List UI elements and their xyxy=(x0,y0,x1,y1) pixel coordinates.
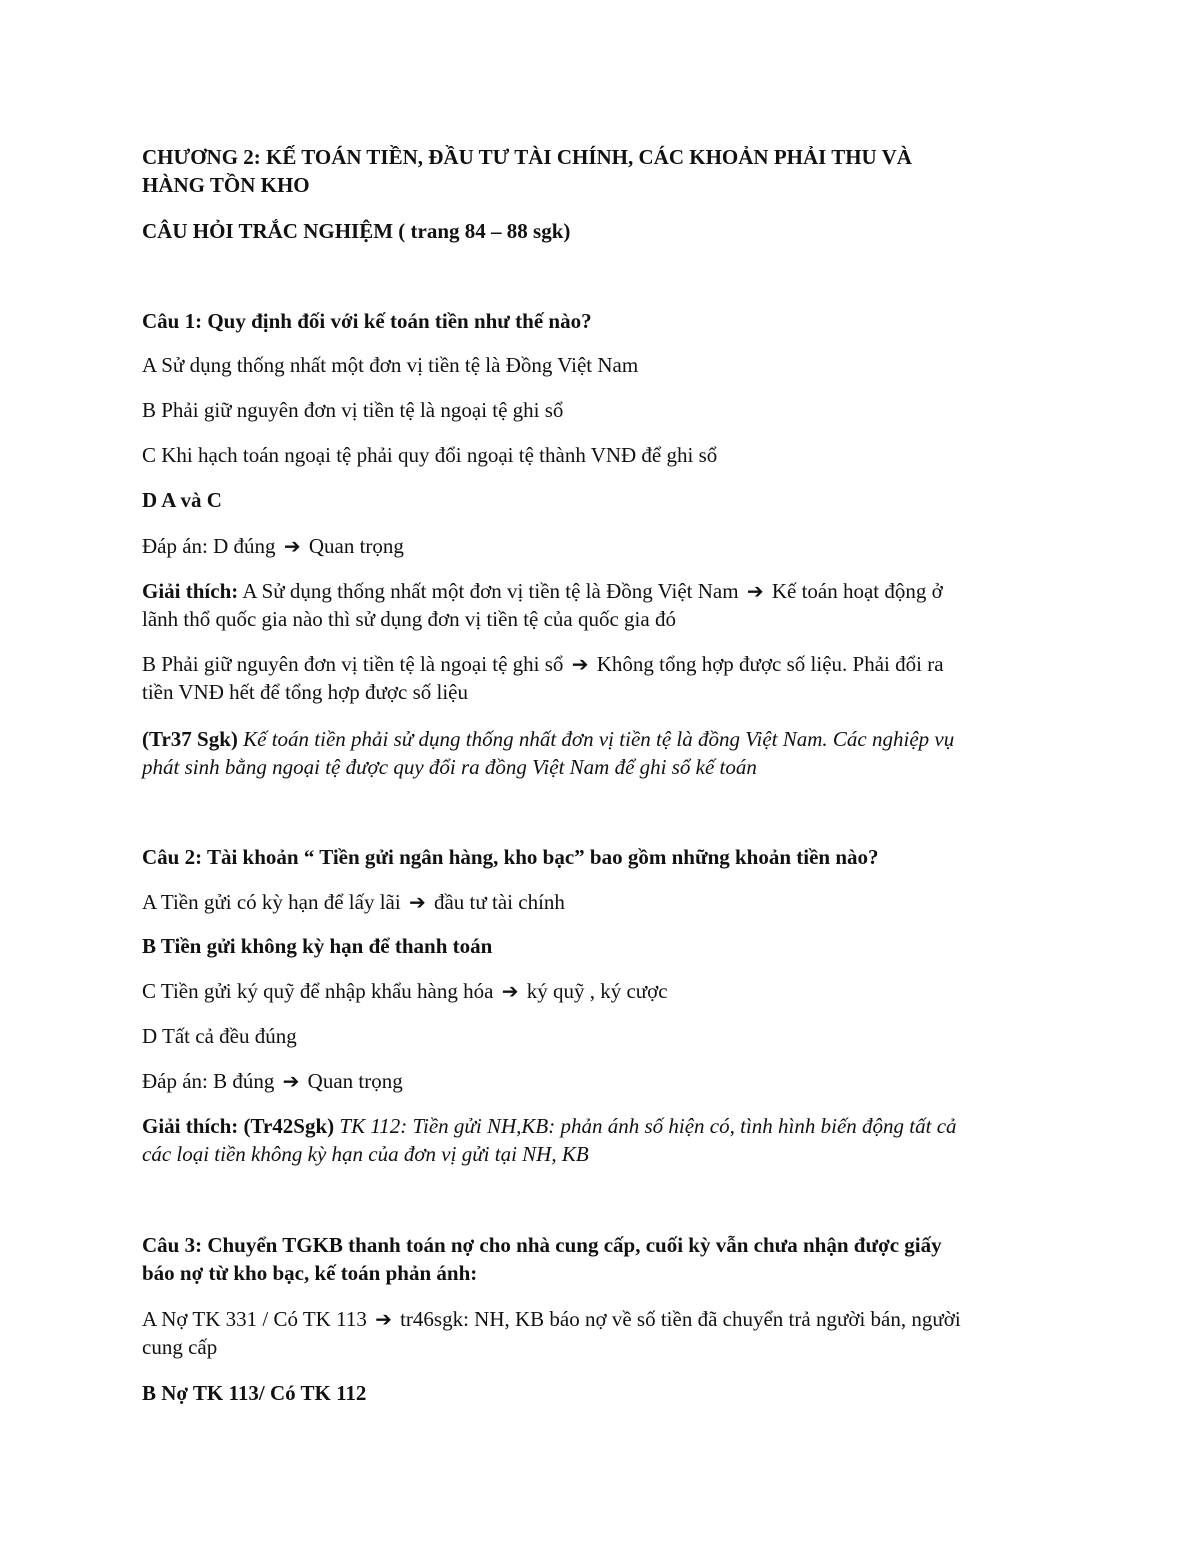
q1-ref-line-1 xyxy=(142,725,1072,753)
q3-option-a-note-1: tr46sgk: NH, KB báo nợ về số tiền đã chuyển trả người bán, người xyxy=(400,1307,961,1331)
q1-ref-text-1: Kế toán tiền phải sử dụng thống nhất đơn vị tiền tệ là đồng Việt Nam. Các nghiệp vụ xyxy=(243,727,955,751)
q2-option-a-note: đầu tư tài chính xyxy=(433,890,565,914)
q2-option-c-note: ký quỹ , ký cược xyxy=(526,979,668,1003)
q2-answer: Đáp án: B đúng xyxy=(142,1069,275,1093)
q1-explain-line-b xyxy=(142,650,1072,678)
q1-option-b: B Phải giữ nguyên đơn vị tiền tệ là ngoại tệ ghi sổ xyxy=(142,398,564,422)
q2-option-a: A Tiền gửi có kỳ hạn để lấy lãi xyxy=(142,890,401,914)
q1-explain-b-note-2: tiền VNĐ hết để tổng hợp được số liệu xyxy=(142,680,468,704)
q2-explain-label: Giải thích: xyxy=(142,1114,239,1138)
q1-ref-label: (Tr37 Sgk) xyxy=(142,727,238,751)
q1-answer: Đáp án: D đúng xyxy=(142,534,276,558)
q1-explain-b-note-1: Không tổng hợp được số liệu. Phải đổi ra xyxy=(596,652,944,676)
q2-answer-line xyxy=(142,1067,1072,1095)
q2-question: Câu 2: Tài khoản “ Tiền gửi ngân hàng, kho bạc” bao gồm những khoản tiền nào? xyxy=(142,845,879,869)
q2-ref-label: (Tr42Sgk) xyxy=(243,1114,335,1138)
q1-question: Câu 1: Quy định đối với kế toán tiền như thế nào? xyxy=(142,309,592,333)
arrow-right-icon: ➔ xyxy=(501,979,519,1003)
q2-option-d: D Tất cả đều đúng xyxy=(142,1024,297,1048)
q1-option-d: D A và C xyxy=(142,488,222,512)
q1-explain-b: B Phải giữ nguyên đơn vị tiền tệ là ngoại tệ ghi sổ xyxy=(142,652,564,676)
q3-option-a-line xyxy=(142,1305,1072,1333)
q3-option-a: A Nợ TK 331 / Có TK 113 xyxy=(142,1307,367,1331)
q1-explain-a-note-2: lãnh thổ quốc gia nào thì sử dụng đơn vị tiền tệ của quốc gia đó xyxy=(142,607,676,631)
arrow-right-icon: ➔ xyxy=(375,1307,392,1331)
arrow-right-icon: ➔ xyxy=(571,652,589,676)
arrow-right-icon: ➔ xyxy=(282,1069,300,1093)
q2-explain-line-1 xyxy=(142,1112,1072,1140)
chapter-title-line-2: HÀNG TỒN KHO xyxy=(142,173,310,197)
q3-question-line-1: Câu 3: Chuyển TGKB thanh toán nợ cho nhà cung cấp, cuối kỳ vẫn chưa nhận được giấy xyxy=(142,1233,942,1257)
arrow-right-icon: ➔ xyxy=(408,890,426,914)
q1-explain-line-1 xyxy=(142,577,1072,605)
q2-option-a-line xyxy=(142,888,1072,916)
q1-answer-note: Quan trọng xyxy=(308,534,404,558)
q1-explain-a: A Sử dụng thống nhất một đơn vị tiền tệ là Đồng Việt Nam xyxy=(242,579,739,603)
chapter-title-line-1: CHƯƠNG 2: KẾ TOÁN TIỀN, ĐẦU TƯ TÀI CHÍNH, CÁC KHOẢN PHẢI THU VÀ xyxy=(142,145,912,169)
q1-explain-a-note-1: Kế toán hoạt động ở xyxy=(771,579,943,603)
q2-option-c: C Tiền gửi ký quỹ để nhập khẩu hàng hóa xyxy=(142,979,494,1003)
q2-ref-text-2: các loại tiền không kỳ hạn của đơn vị gửi tại NH, KB xyxy=(142,1142,589,1166)
q1-answer-line xyxy=(142,532,1072,560)
q1-option-c: C Khi hạch toán ngoại tệ phải quy đổi ngoại tệ thành VNĐ để ghi sổ xyxy=(142,443,718,467)
q1-ref-text-2: phát sinh bằng ngoại tệ được quy đổi ra đồng Việt Nam để ghi sổ kế toán xyxy=(142,755,757,779)
q1-option-a: A Sử dụng thống nhất một đơn vị tiền tệ là Đồng Việt Nam xyxy=(142,353,639,377)
arrow-right-icon: ➔ xyxy=(283,534,301,558)
q3-question-line-2: báo nợ từ kho bạc, kế toán phản ánh: xyxy=(142,1261,478,1285)
q2-option-b: B Tiền gửi không kỳ hạn để thanh toán xyxy=(142,934,493,958)
q1-explain-label: Giải thích: xyxy=(142,579,239,603)
q2-answer-note: Quan trọng xyxy=(307,1069,403,1093)
q2-option-c-line xyxy=(142,977,1072,1005)
q3-option-a-note-2: cung cấp xyxy=(142,1335,218,1359)
section-title: CÂU HỎI TRẮC NGHIỆM ( trang 84 – 88 sgk) xyxy=(142,219,571,243)
q2-ref-text-1: TK 112: Tiền gửi NH,KB: phản ánh số hiện có, tình hình biến động tất cả xyxy=(339,1114,957,1138)
q3-option-b: B Nợ TK 113/ Có TK 112 xyxy=(142,1381,367,1405)
arrow-right-icon: ➔ xyxy=(746,579,764,603)
